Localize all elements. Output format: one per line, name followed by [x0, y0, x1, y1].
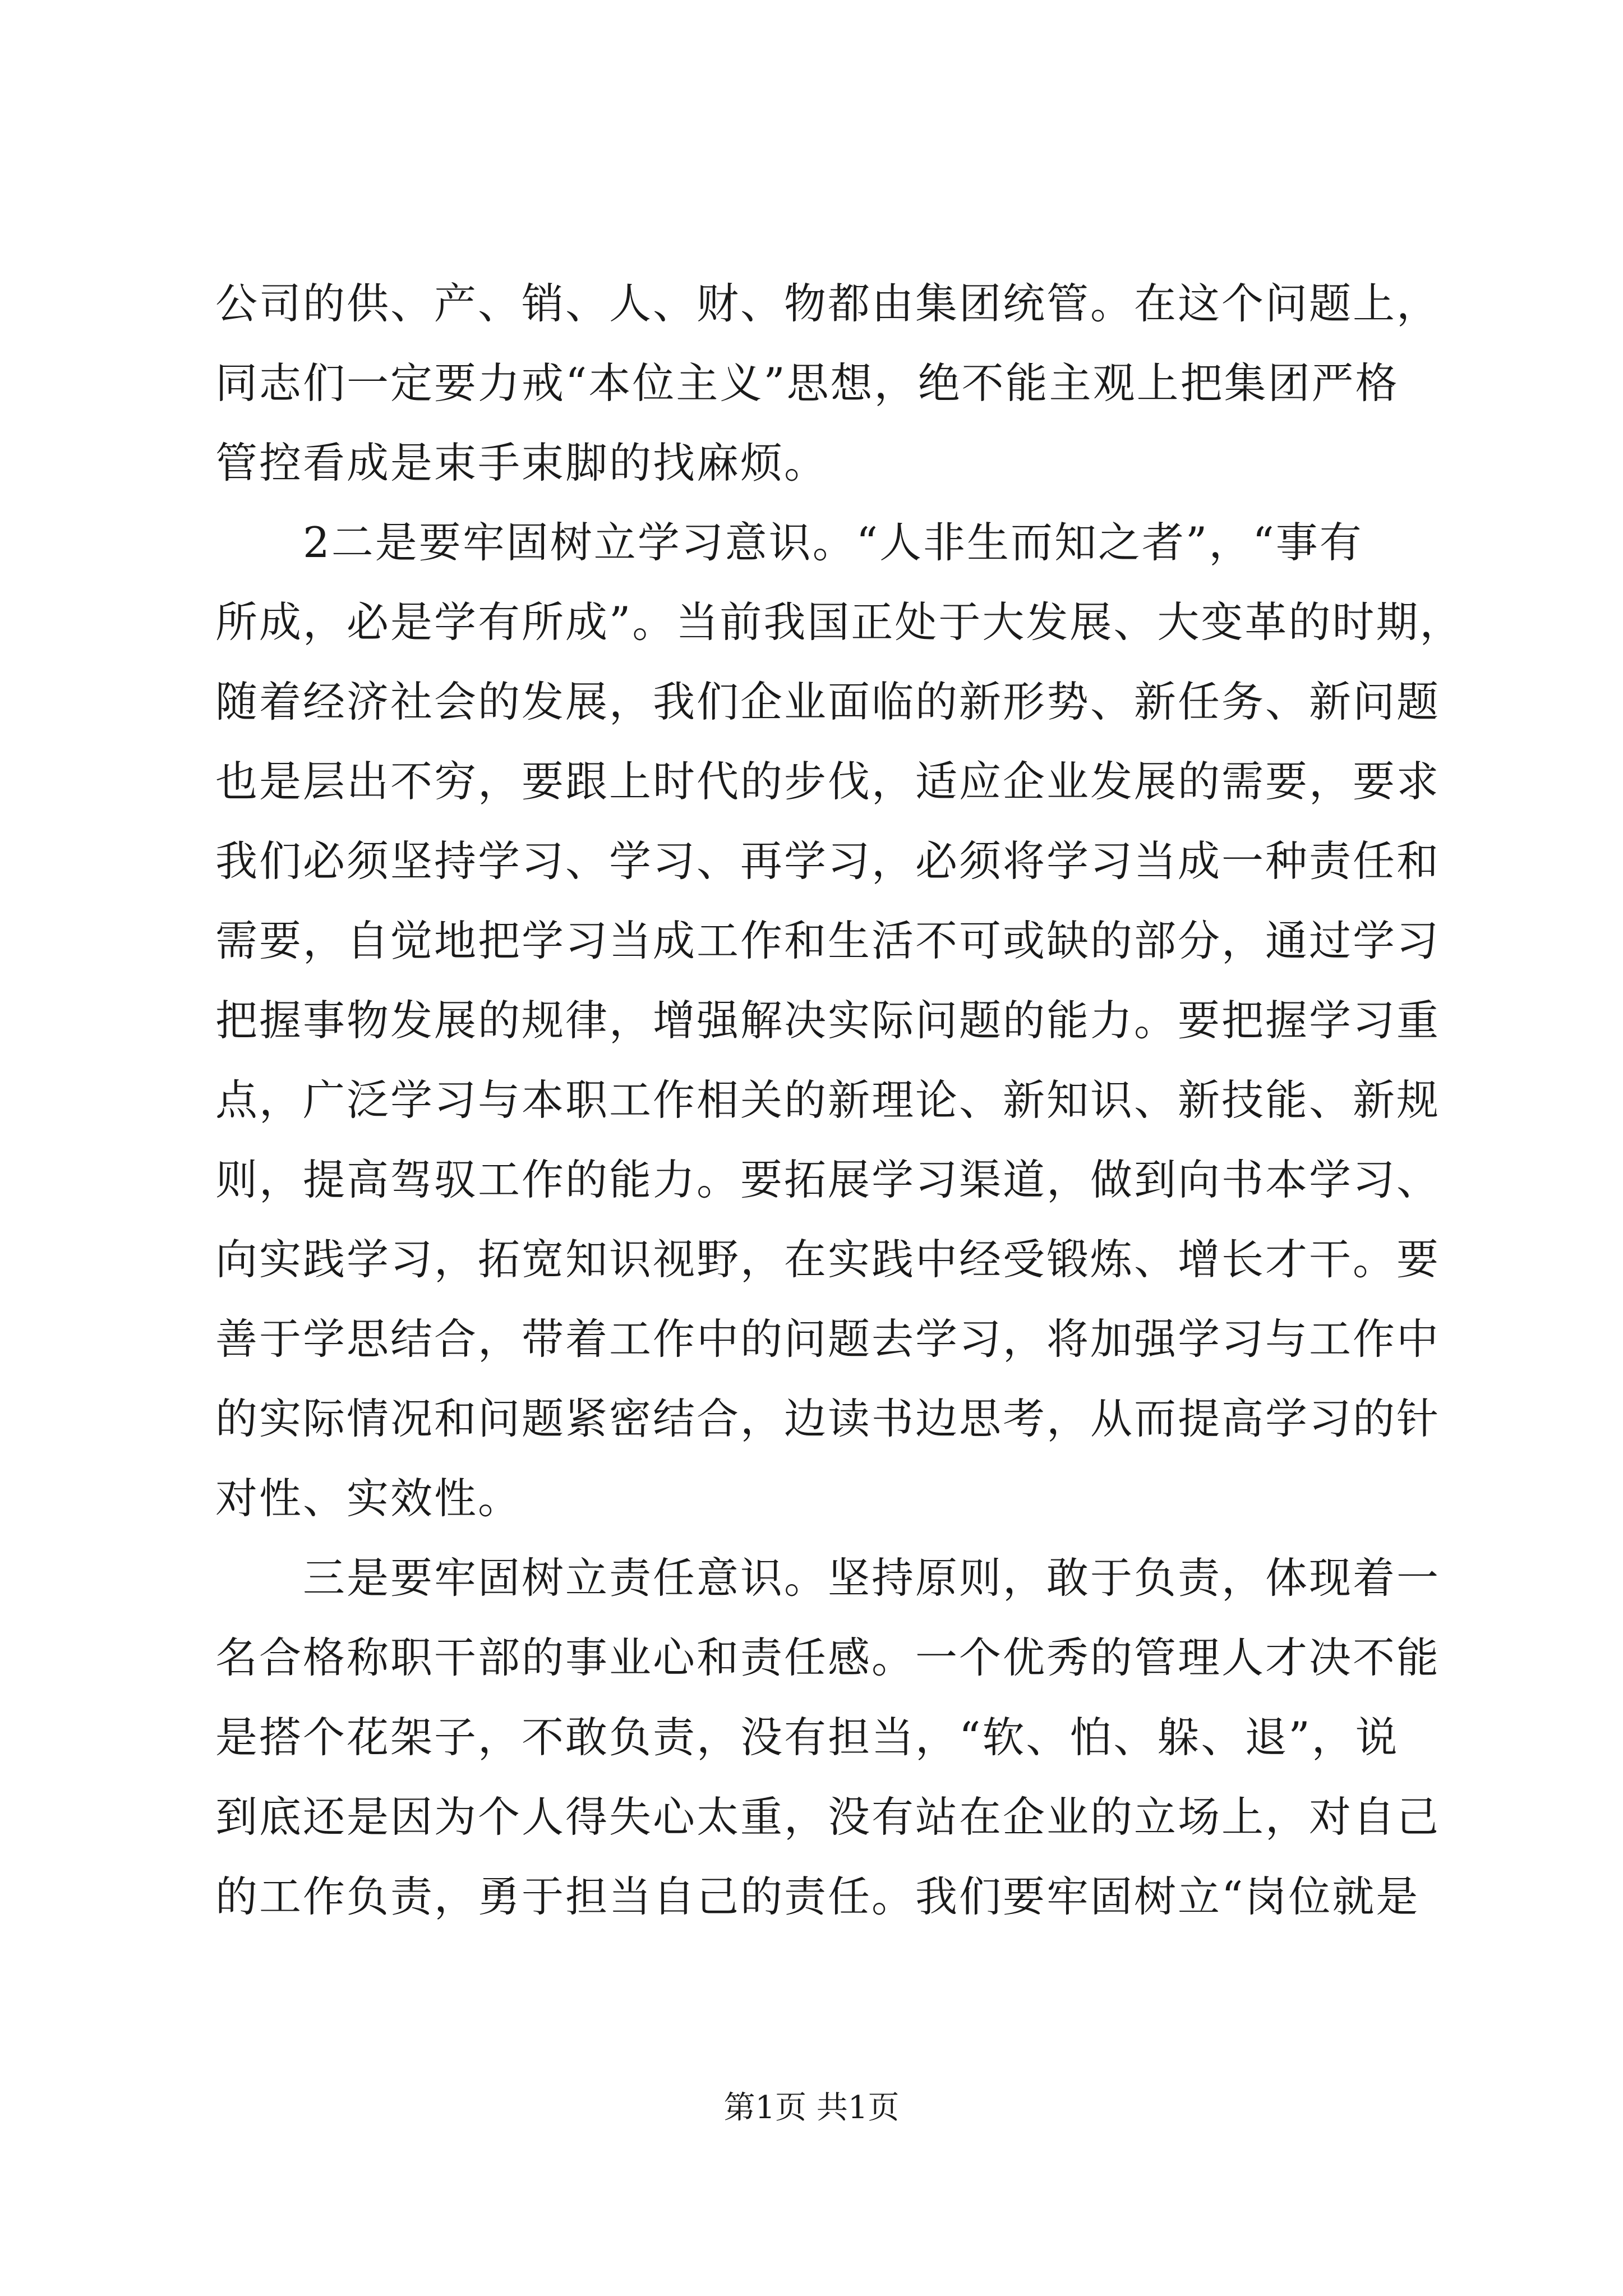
text-line: 同志们一定要力戒“本位主义”思想，绝不能主观上把集团严格 — [215, 358, 1399, 408]
text-line: 我们必须坚持学习、学习、再学习，必须将学习当成一种责任和 — [215, 836, 1441, 886]
text-line: 是搭个花架子，不敢负责，没有担当，“软、怕、躲、退”，说 — [215, 1713, 1399, 1762]
text-line: 需要，自觉地把学习当成工作和生活不可或缺的部分，通过学习 — [215, 916, 1441, 965]
text-line: 点，广泛学习与本职工作相关的新理论、新知识、新技能、新规 — [215, 1075, 1441, 1125]
text-line: 对性、实效性。 — [215, 1474, 522, 1523]
text-line: 2二是要牢固树立学习意识。“人非生而知之者”，“事有 — [215, 518, 1363, 567]
text-line: 善于学思结合，带着工作中的问题去学习，将加强学习与工作中 — [215, 1314, 1441, 1364]
text-line: 到底还是因为个人得失心太重，没有站在企业的立场上，对自己 — [215, 1792, 1441, 1842]
text-line: 所成，必是学有所成”。当前我国正处于大发展、大变革的时期， — [215, 597, 1464, 647]
text-line: 也是层出不穷，要跟上时代的步伐，适应企业发展的需要，要求 — [215, 757, 1441, 806]
page-footer: 第1页 共1页 — [723, 2090, 900, 2126]
text-line: 随着经济社会的发展，我们企业面临的新形势、新任务、新问题 — [215, 677, 1441, 726]
text-line: 把握事物发展的规律，增强解决实际问题的能力。要把握学习重 — [215, 996, 1441, 1045]
text-line: 三是要牢固树立责任意识。坚持原则，敢于负责，体现着一 — [215, 1553, 1441, 1603]
text-line: 名合格称职干部的事业心和责任感。一个优秀的管理人才决不能 — [215, 1633, 1441, 1682]
body-text — [215, 264, 1464, 1936]
text-line: 的实际情况和问题紧密结合，边读书边思考，从而提高学习的针 — [215, 1394, 1441, 1443]
text-line: 公司的供、产、销、人、财、物都由集团统管。在这个问题上， — [215, 279, 1441, 328]
text-line: 管控看成是束手束脚的找麻烦。 — [215, 438, 828, 487]
text-line: 则，提高驾驭工作的能力。要拓展学习渠道，做到向书本学习、 — [215, 1155, 1441, 1204]
text-line: 向实践学习，拓宽知识视野，在实践中经受锻炼、增长才干。要 — [215, 1235, 1441, 1284]
text-line: 的工作负责，勇于担当自己的责任。我们要牢固树立“岗位就是 — [215, 1872, 1420, 1921]
